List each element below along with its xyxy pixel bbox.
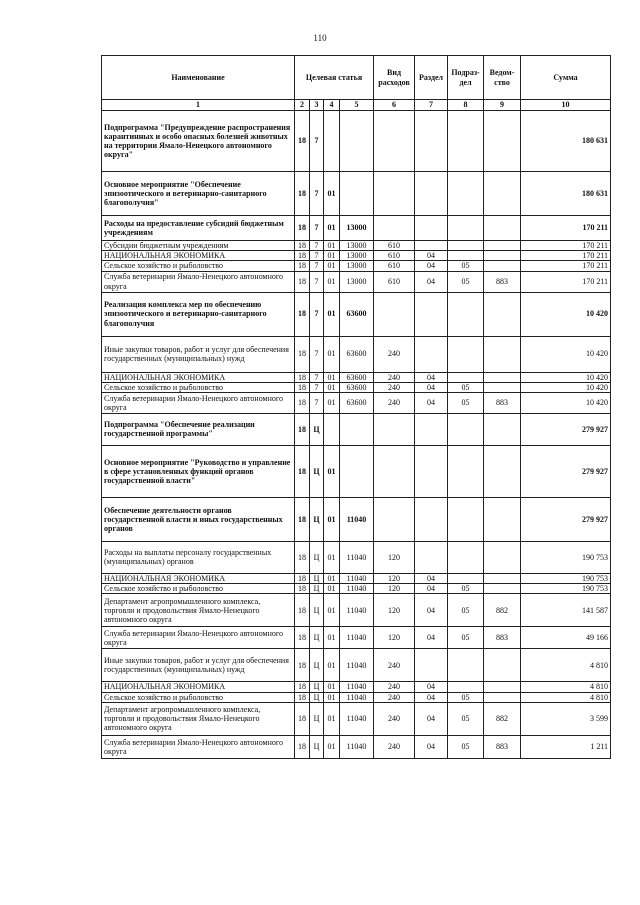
table-row <box>102 271 611 292</box>
subsection-cell: 05 <box>448 392 484 413</box>
subsection-cell: 05 <box>448 627 484 649</box>
section-cell <box>415 111 448 172</box>
department-cell <box>484 382 521 392</box>
row-name-cell: Департамент агропромышленного комплекса, торговли и продовольствия Ямало-Ненецкого автономного округа <box>102 702 295 735</box>
department-cell <box>484 241 521 251</box>
target-code-3-cell: 01 <box>324 692 340 702</box>
amount-cell: 279 927 <box>521 497 611 541</box>
target-code-2-cell: Ц <box>310 573 324 583</box>
target-code-4-cell: 63600 <box>340 292 374 336</box>
table-row <box>102 584 611 594</box>
table-header-row <box>102 56 611 100</box>
target-code-3-cell: 01 <box>324 392 340 413</box>
section-cell: 04 <box>415 594 448 627</box>
target-code-4-cell: 13000 <box>340 251 374 261</box>
amount-cell: 170 211 <box>521 241 611 251</box>
expense-type-cell: 610 <box>374 261 415 271</box>
amount-cell: 170 211 <box>521 216 611 241</box>
subsection-cell: 05 <box>448 594 484 627</box>
row-name-cell: Сельское хозяйство и рыболовство <box>102 382 295 392</box>
target-code-2-cell: 7 <box>310 382 324 392</box>
department-cell: 882 <box>484 702 521 735</box>
target-code-3-cell: 01 <box>324 445 340 497</box>
target-code-4-cell: 11040 <box>340 682 374 692</box>
target-code-4-cell: 63600 <box>340 372 374 382</box>
target-code-2-cell: 7 <box>310 216 324 241</box>
amount-cell: 1 211 <box>521 735 611 758</box>
amount-cell: 180 631 <box>521 111 611 172</box>
target-code-4-cell: 11040 <box>340 594 374 627</box>
amount-cell: 4 810 <box>521 649 611 682</box>
target-code-4-cell: 63600 <box>340 382 374 392</box>
target-code-1-cell: 18 <box>295 649 310 682</box>
target-code-4-cell: 11040 <box>340 649 374 682</box>
department-cell <box>484 261 521 271</box>
target-code-3-cell: 01 <box>324 372 340 382</box>
amount-cell: 10 420 <box>521 372 611 382</box>
target-code-2-cell: Ц <box>310 584 324 594</box>
target-code-4-cell <box>340 413 374 445</box>
subsection-cell <box>448 682 484 692</box>
target-code-2-cell: Ц <box>310 702 324 735</box>
amount-cell: 190 753 <box>521 584 611 594</box>
department-cell <box>484 292 521 336</box>
target-code-1-cell: 18 <box>295 372 310 382</box>
section-cell <box>415 216 448 241</box>
target-code-1-cell: 18 <box>295 497 310 541</box>
target-code-4-cell: 11040 <box>340 692 374 702</box>
table-row <box>102 735 611 758</box>
target-code-4-cell: 13000 <box>340 261 374 271</box>
target-code-4-cell: 11040 <box>340 541 374 573</box>
target-code-3-cell: 01 <box>324 649 340 682</box>
subsection-cell <box>448 241 484 251</box>
column-number: 1 <box>102 100 295 111</box>
target-code-1-cell: 18 <box>295 382 310 392</box>
amount-cell: 3 599 <box>521 702 611 735</box>
row-name-cell: Основное мероприятие "Руководство и управление в сфере установленных функций органов государственной власти" <box>102 445 295 497</box>
target-code-3-cell: 01 <box>324 573 340 583</box>
row-name-cell: НАЦИОНАЛЬНАЯ ЭКОНОМИКА <box>102 372 295 382</box>
target-code-3-cell: 01 <box>324 627 340 649</box>
amount-cell: 4 810 <box>521 692 611 702</box>
amount-cell: 180 631 <box>521 172 611 216</box>
expense-type-cell: 120 <box>374 584 415 594</box>
subsection-cell: 05 <box>448 271 484 292</box>
amount-cell: 170 211 <box>521 251 611 261</box>
section-cell: 04 <box>415 251 448 261</box>
expense-type-cell: 120 <box>374 594 415 627</box>
target-code-1-cell: 18 <box>295 541 310 573</box>
target-code-1-cell: 18 <box>295 271 310 292</box>
subsection-cell <box>448 216 484 241</box>
expense-type-cell: 120 <box>374 627 415 649</box>
subsection-cell <box>448 573 484 583</box>
target-code-4-cell: 13000 <box>340 216 374 241</box>
target-code-2-cell: 7 <box>310 336 324 372</box>
amount-cell: 279 927 <box>521 413 611 445</box>
row-name-cell: Расходы на предоставление субсидий бюджетным учреждениям <box>102 216 295 241</box>
section-cell: 04 <box>415 735 448 758</box>
subsection-cell <box>448 649 484 682</box>
section-cell <box>415 649 448 682</box>
department-cell <box>484 497 521 541</box>
section-cell: 04 <box>415 271 448 292</box>
column-number: 10 <box>521 100 611 111</box>
target-code-3-cell: 01 <box>324 594 340 627</box>
amount-cell: 170 211 <box>521 271 611 292</box>
target-code-3-cell: 01 <box>324 735 340 758</box>
subsection-cell: 05 <box>448 692 484 702</box>
row-name-cell: Подпрограмма "Предупреждение распространения карантинных и особо опасных болезней животных на территории Ямало-Ненецкого автономного округа" <box>102 111 295 172</box>
table-row <box>102 594 611 627</box>
target-code-4-cell: 11040 <box>340 702 374 735</box>
subsection-cell: 05 <box>448 702 484 735</box>
expense-type-cell: 240 <box>374 682 415 692</box>
row-name-cell: Иные закупки товаров, работ и услуг для обеспечения государственных (муниципальных) нужд <box>102 336 295 372</box>
department-cell <box>484 649 521 682</box>
target-code-3-cell: 01 <box>324 382 340 392</box>
table-row <box>102 573 611 583</box>
target-code-3-cell: 01 <box>324 271 340 292</box>
department-cell: 883 <box>484 271 521 292</box>
row-name-cell: Основное мероприятие "Обеспечение эпизоотического и ветеринарно-санитарного благополучия" <box>102 172 295 216</box>
department-cell <box>484 413 521 445</box>
table-row <box>102 541 611 573</box>
target-code-2-cell: Ц <box>310 497 324 541</box>
section-cell: 04 <box>415 692 448 702</box>
subsection-cell <box>448 172 484 216</box>
target-code-1-cell: 18 <box>295 241 310 251</box>
row-name-cell: Иные закупки товаров, работ и услуг для обеспечения государственных (муниципальных) нужд <box>102 649 295 682</box>
amount-cell: 190 753 <box>521 541 611 573</box>
subsection-cell <box>448 372 484 382</box>
target-code-3-cell <box>324 413 340 445</box>
subsection-cell <box>448 292 484 336</box>
row-name-cell: Обеспечение деятельности органов государственной власти и иных государственных органов <box>102 497 295 541</box>
column-number-row <box>102 100 611 111</box>
target-code-1-cell: 18 <box>295 111 310 172</box>
row-name-cell: Расходы на выплаты персоналу государственных (муниципальных) органов <box>102 541 295 573</box>
target-code-3-cell: 01 <box>324 292 340 336</box>
target-code-2-cell: 7 <box>310 372 324 382</box>
row-name-cell: Служба ветеринарии Ямало-Ненецкого автономного округа <box>102 627 295 649</box>
target-code-4-cell <box>340 172 374 216</box>
expense-type-cell: 610 <box>374 241 415 251</box>
section-cell: 04 <box>415 573 448 583</box>
department-cell <box>484 372 521 382</box>
header-amount: Сумма <box>521 56 611 100</box>
expense-type-cell: 240 <box>374 372 415 382</box>
expense-type-cell <box>374 445 415 497</box>
target-code-2-cell: 7 <box>310 271 324 292</box>
subsection-cell <box>448 497 484 541</box>
expense-type-cell: 120 <box>374 541 415 573</box>
target-code-3-cell: 01 <box>324 682 340 692</box>
amount-cell: 10 420 <box>521 392 611 413</box>
department-cell <box>484 584 521 594</box>
target-code-3-cell <box>324 111 340 172</box>
department-cell <box>484 111 521 172</box>
department-cell <box>484 172 521 216</box>
column-number: 7 <box>415 100 448 111</box>
row-name-cell: Сельское хозяйство и рыболовство <box>102 261 295 271</box>
column-number: 9 <box>484 100 521 111</box>
header-expense-type: Вид расходов <box>374 56 415 100</box>
target-code-2-cell: Ц <box>310 682 324 692</box>
row-name-cell: Служба ветеринарии Ямало-Ненецкого автономного округа <box>102 735 295 758</box>
department-cell <box>484 692 521 702</box>
target-code-1-cell: 18 <box>295 692 310 702</box>
department-cell: 882 <box>484 594 521 627</box>
row-name-cell: Служба ветеринарии Ямало-Ненецкого автономного округа <box>102 271 295 292</box>
section-cell <box>415 445 448 497</box>
target-code-1-cell: 18 <box>295 627 310 649</box>
target-code-2-cell: Ц <box>310 649 324 682</box>
section-cell <box>415 172 448 216</box>
column-number: 5 <box>340 100 374 111</box>
target-code-3-cell: 01 <box>324 261 340 271</box>
target-code-4-cell: 11040 <box>340 627 374 649</box>
target-code-2-cell: 7 <box>310 111 324 172</box>
target-code-1-cell: 18 <box>295 682 310 692</box>
department-cell: 883 <box>484 392 521 413</box>
column-number: 4 <box>324 100 340 111</box>
target-code-4-cell: 13000 <box>340 271 374 292</box>
target-code-3-cell: 01 <box>324 497 340 541</box>
target-code-3-cell: 01 <box>324 251 340 261</box>
section-cell: 04 <box>415 627 448 649</box>
row-name-cell: Департамент агропромышленного комплекса, торговли и продовольствия Ямало-Ненецкого автономного округа <box>102 594 295 627</box>
target-code-3-cell: 01 <box>324 172 340 216</box>
target-code-1-cell: 18 <box>295 584 310 594</box>
table-row <box>102 172 611 216</box>
target-code-2-cell: Ц <box>310 735 324 758</box>
budget-table <box>101 55 611 759</box>
column-number: 8 <box>448 100 484 111</box>
expense-type-cell: 240 <box>374 392 415 413</box>
subsection-cell: 05 <box>448 735 484 758</box>
expense-type-cell: 240 <box>374 692 415 702</box>
section-cell <box>415 413 448 445</box>
subsection-cell <box>448 541 484 573</box>
expense-type-cell <box>374 172 415 216</box>
row-name-cell: Служба ветеринарии Ямало-Ненецкого автономного округа <box>102 392 295 413</box>
target-code-2-cell: 7 <box>310 172 324 216</box>
target-code-1-cell: 18 <box>295 292 310 336</box>
department-cell <box>484 445 521 497</box>
target-code-3-cell: 01 <box>324 216 340 241</box>
subsection-cell <box>448 111 484 172</box>
expense-type-cell <box>374 497 415 541</box>
department-cell <box>484 216 521 241</box>
table-row <box>102 649 611 682</box>
table-row <box>102 382 611 392</box>
row-name-cell: Реализация комплекса мер по обеспечению эпизоотического и ветеринарно-санитарного благополучия <box>102 292 295 336</box>
target-code-3-cell: 01 <box>324 541 340 573</box>
header-department: Ведом-ство <box>484 56 521 100</box>
table-row <box>102 413 611 445</box>
section-cell: 04 <box>415 682 448 692</box>
subsection-cell <box>448 251 484 261</box>
target-code-1-cell: 18 <box>295 251 310 261</box>
target-code-4-cell: 11040 <box>340 735 374 758</box>
section-cell <box>415 541 448 573</box>
target-code-1-cell: 18 <box>295 573 310 583</box>
target-code-2-cell: Ц <box>310 594 324 627</box>
section-cell: 04 <box>415 261 448 271</box>
table-row <box>102 702 611 735</box>
target-code-3-cell: 01 <box>324 241 340 251</box>
amount-cell: 4 810 <box>521 682 611 692</box>
target-code-1-cell: 18 <box>295 216 310 241</box>
section-cell <box>415 336 448 372</box>
department-cell <box>484 573 521 583</box>
table-row <box>102 292 611 336</box>
row-name-cell: Сельское хозяйство и рыболовство <box>102 584 295 594</box>
expense-type-cell <box>374 292 415 336</box>
target-code-4-cell: 11040 <box>340 497 374 541</box>
target-code-2-cell: Ц <box>310 627 324 649</box>
target-code-2-cell: 7 <box>310 392 324 413</box>
amount-cell: 190 753 <box>521 573 611 583</box>
table-row <box>102 627 611 649</box>
target-code-1-cell: 18 <box>295 594 310 627</box>
target-code-4-cell: 13000 <box>340 241 374 251</box>
table-row <box>102 336 611 372</box>
section-cell: 04 <box>415 702 448 735</box>
target-code-1-cell: 18 <box>295 392 310 413</box>
department-cell <box>484 251 521 261</box>
expense-type-cell: 240 <box>374 382 415 392</box>
target-code-1-cell: 18 <box>295 172 310 216</box>
target-code-1-cell: 18 <box>295 336 310 372</box>
header-subsection: Подраз-дел <box>448 56 484 100</box>
department-cell <box>484 682 521 692</box>
subsection-cell: 05 <box>448 584 484 594</box>
target-code-4-cell: 63600 <box>340 336 374 372</box>
header-name: Наименование <box>102 56 295 100</box>
table-row <box>102 261 611 271</box>
section-cell: 04 <box>415 584 448 594</box>
expense-type-cell: 240 <box>374 336 415 372</box>
section-cell: 04 <box>415 372 448 382</box>
expense-type-cell: 240 <box>374 735 415 758</box>
amount-cell: 10 420 <box>521 292 611 336</box>
target-code-4-cell <box>340 111 374 172</box>
column-number: 2 <box>295 100 310 111</box>
amount-cell: 49 166 <box>521 627 611 649</box>
table-row <box>102 392 611 413</box>
amount-cell: 279 927 <box>521 445 611 497</box>
target-code-2-cell: Ц <box>310 692 324 702</box>
subsection-cell <box>448 413 484 445</box>
target-code-1-cell: 18 <box>295 445 310 497</box>
expense-type-cell: 240 <box>374 702 415 735</box>
target-code-2-cell: 7 <box>310 261 324 271</box>
expense-type-cell <box>374 216 415 241</box>
target-code-4-cell: 11040 <box>340 584 374 594</box>
section-cell: 04 <box>415 382 448 392</box>
subsection-cell <box>448 445 484 497</box>
row-name-cell: Подпрограмма "Обеспечение реализации государственной программы" <box>102 413 295 445</box>
target-code-3-cell: 01 <box>324 702 340 735</box>
department-cell: 883 <box>484 627 521 649</box>
expense-type-cell <box>374 111 415 172</box>
row-name-cell: Сельское хозяйство и рыболовство <box>102 692 295 702</box>
expense-type-cell <box>374 413 415 445</box>
target-code-3-cell: 01 <box>324 584 340 594</box>
subsection-cell: 05 <box>448 261 484 271</box>
amount-cell: 141 587 <box>521 594 611 627</box>
section-cell <box>415 241 448 251</box>
target-code-4-cell: 63600 <box>340 392 374 413</box>
row-name-cell: НАЦИОНАЛЬНАЯ ЭКОНОМИКА <box>102 682 295 692</box>
amount-cell: 10 420 <box>521 382 611 392</box>
table-row <box>102 251 611 261</box>
target-code-1-cell: 18 <box>295 261 310 271</box>
expense-type-cell: 610 <box>374 251 415 261</box>
target-code-2-cell: Ц <box>310 541 324 573</box>
target-code-1-cell: 18 <box>295 413 310 445</box>
target-code-4-cell <box>340 445 374 497</box>
target-code-2-cell: 7 <box>310 241 324 251</box>
target-code-4-cell: 11040 <box>340 573 374 583</box>
section-cell <box>415 497 448 541</box>
target-code-2-cell: Ц <box>310 413 324 445</box>
subsection-cell <box>448 336 484 372</box>
target-code-2-cell: 7 <box>310 292 324 336</box>
table-row <box>102 682 611 692</box>
row-name-cell: Субсидии бюджетным учреждениям <box>102 241 295 251</box>
table-row <box>102 111 611 172</box>
column-number: 3 <box>310 100 324 111</box>
target-code-3-cell: 01 <box>324 336 340 372</box>
amount-cell: 170 211 <box>521 261 611 271</box>
expense-type-cell: 120 <box>374 573 415 583</box>
subsection-cell: 05 <box>448 382 484 392</box>
table-row <box>102 497 611 541</box>
table-row <box>102 692 611 702</box>
section-cell: 04 <box>415 392 448 413</box>
target-code-1-cell: 18 <box>295 702 310 735</box>
target-code-2-cell: Ц <box>310 445 324 497</box>
target-code-2-cell: 7 <box>310 251 324 261</box>
column-number: 6 <box>374 100 415 111</box>
page-number: 110 <box>313 33 327 43</box>
table-row <box>102 241 611 251</box>
department-cell: 883 <box>484 735 521 758</box>
table-body <box>102 111 611 759</box>
row-name-cell: НАЦИОНАЛЬНАЯ ЭКОНОМИКА <box>102 251 295 261</box>
row-name-cell: НАЦИОНАЛЬНАЯ ЭКОНОМИКА <box>102 573 295 583</box>
table-row <box>102 372 611 382</box>
table-row <box>102 445 611 497</box>
target-code-1-cell: 18 <box>295 735 310 758</box>
header-target: Целевая статья <box>295 56 374 100</box>
department-cell <box>484 336 521 372</box>
expense-type-cell: 610 <box>374 271 415 292</box>
department-cell <box>484 541 521 573</box>
amount-cell: 10 420 <box>521 336 611 372</box>
expense-type-cell: 240 <box>374 649 415 682</box>
header-section: Раздел <box>415 56 448 100</box>
section-cell <box>415 292 448 336</box>
table-row <box>102 216 611 241</box>
